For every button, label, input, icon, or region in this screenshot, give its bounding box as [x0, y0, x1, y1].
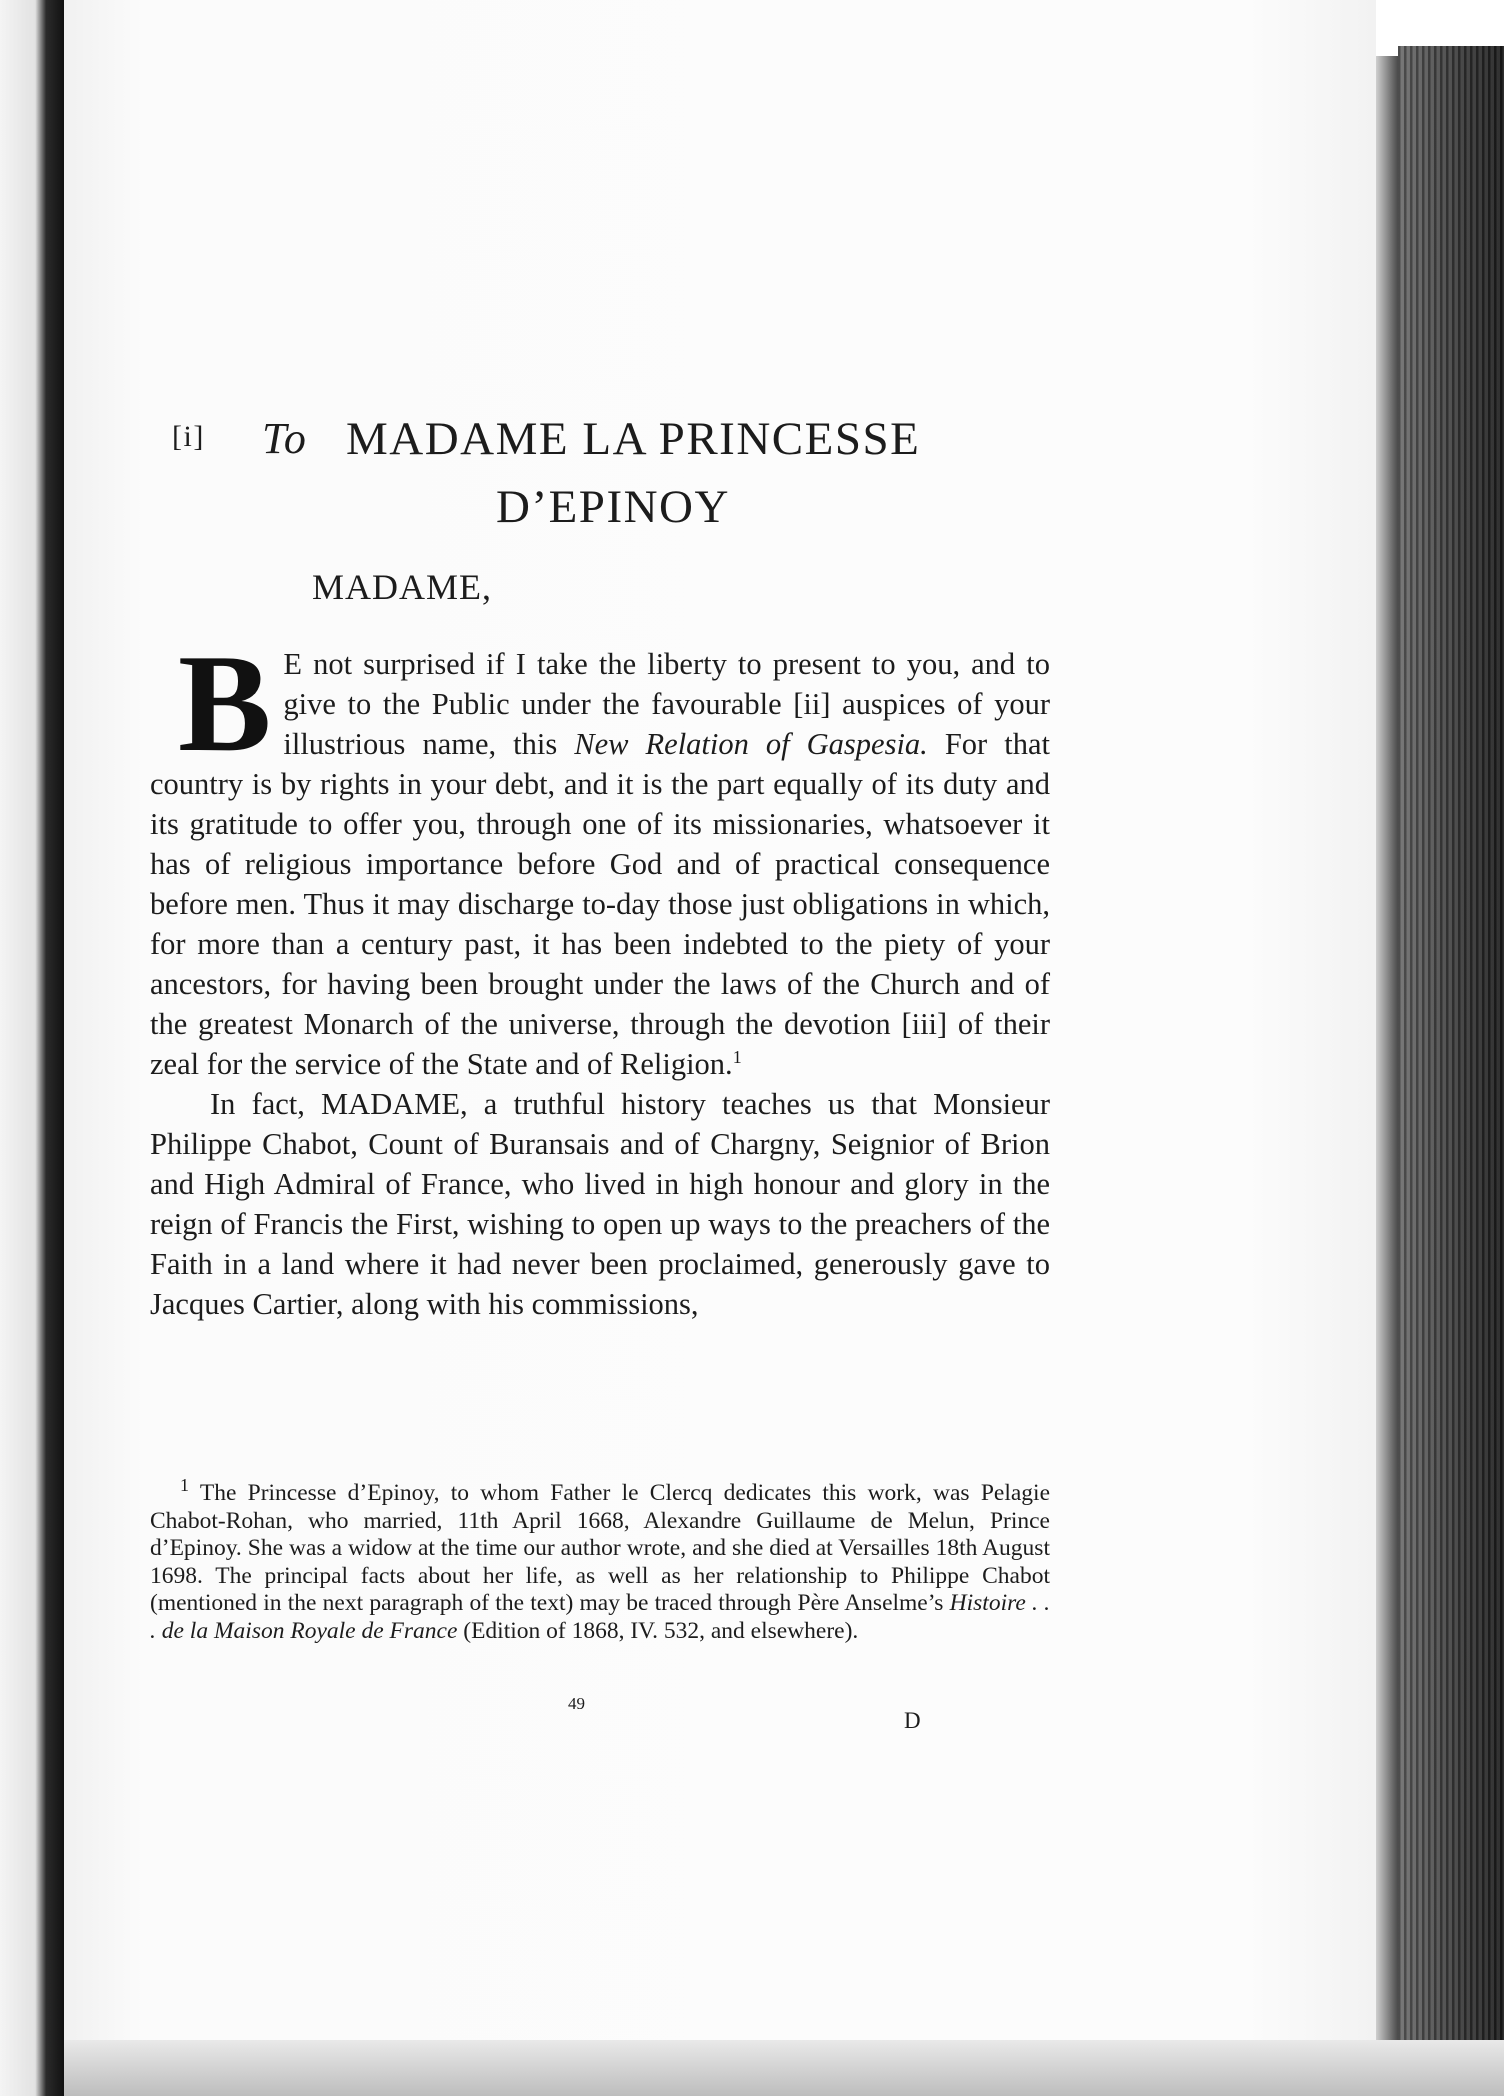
title-line-2: D’EPINOY: [496, 481, 730, 533]
left-page-edge: [0, 0, 64, 2096]
paragraph-1: [150, 626, 1050, 1084]
paragraph-2: In fact, MADAME, a truthful history teaches us that Monsieur Philippe Chabot, Count of Buransais and of Chargny, Seignior of Brion and High Admiral of France, who lived in high honour and glory in the reign of Francis the First, wishing to open up ways to the preachers of the Faith in a land where it had never been proclaimed, generously gave to Jacques Cartier, along with his commissions,: [150, 1087, 1050, 1321]
salutation: MADAME,: [312, 567, 493, 607]
footnote-number: 1: [180, 1475, 189, 1496]
paragraph-1-text-c: For that country is by rights in your debt, and it is the part equally of its duty and its gratitude to offer you, through one of its missionaries, whatsoever it has of religious importance before God and of practical consequence before men. Thus it may discharge to-day those just obligations in which, for more than a century past, it has been indebted to the piety of your ancestors, for having been brought under the laws of the Church and of the greatest Monarch of the universe, through the devotion: [150, 727, 1050, 1041]
work-title: New Relation of Gaspesia.: [574, 727, 928, 761]
paragraph-1-text-b: auspices of your illustrious name, this: [283, 687, 1050, 761]
title-line-1: MADAME LA PRINCESSE: [346, 413, 921, 465]
page-gutter-shadow: [1376, 56, 1398, 2046]
footnote-italic-title: Histoire . . . de la Maison Royale de France: [150, 1590, 1050, 1644]
body-text: [150, 626, 1050, 1324]
paragraph-1-text-d: of their zeal for the service of the State and of Religion.: [150, 1007, 1050, 1081]
drop-cap: B: [178, 626, 272, 781]
page-number: 49: [568, 1694, 585, 1713]
signature-mark: D: [904, 1708, 921, 1733]
footnote-text: The Princesse d’Epinoy, to whom Father le Clercq dedicates this work, was Pelagie Chabot-Rohan, who married, 11th April 1668, Alexandre Guillaume de Melun, Prince d’Epinoy. She was a widow at the time our author wrote, and she died at Versailles 18th August 1698. The principal facts about her life, as well as her relationship to Philippe Chabot (mentioned in the next paragraph of the text) may be traced through Père Anselme’s: [150, 1480, 1050, 1616]
paragraph-1-text-a: E not surprised if I take the liberty to present to you, and to give to the Public under the favourable: [283, 647, 1050, 721]
book-fore-edge: [1398, 46, 1504, 2046]
text-block: [150, 0, 1050, 2096]
footnote: [150, 1475, 1050, 1645]
page-marker-iii: [iii]: [901, 1007, 948, 1041]
folio-marker: [i]: [172, 420, 205, 453]
footnote-reference[interactable]: 1: [732, 1046, 742, 1067]
page-marker-ii: [ii]: [793, 687, 831, 721]
title-to: To: [262, 414, 308, 463]
footnote-text-end: (Edition of 1868, IV. 532, and elsewhere).: [457, 1617, 859, 1644]
